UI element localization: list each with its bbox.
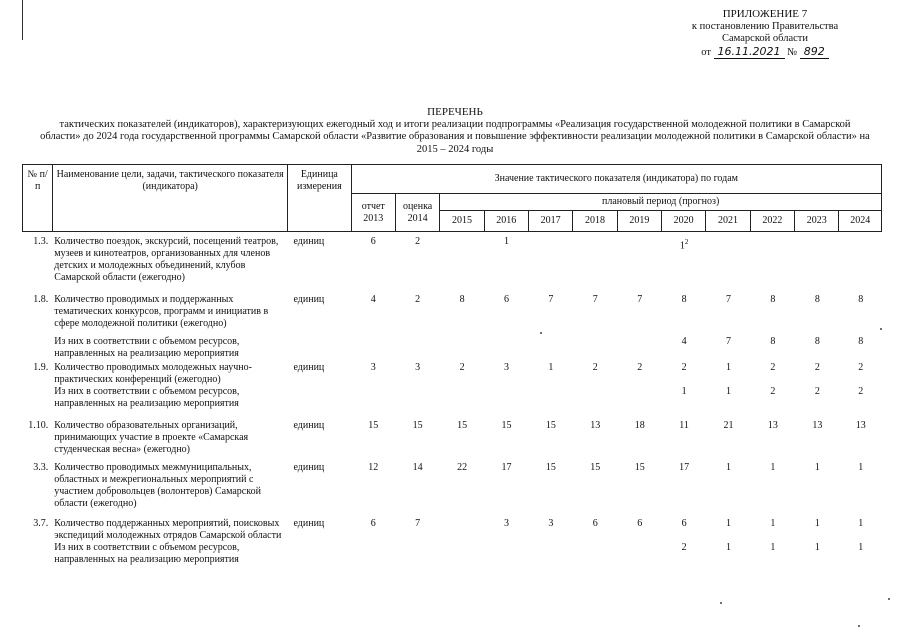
row-value: 1 (726, 362, 731, 373)
row-value: 15 (545, 420, 556, 431)
row-value: 3 (415, 362, 421, 373)
row-name: Количество проводимых и поддержанных тематических конкурсов, программ и инициатив в сфере молодежной политики (ежегодно) (54, 294, 269, 329)
row-value: 2 (415, 236, 421, 247)
row-value: 3 (503, 518, 509, 529)
table-row (22, 284, 882, 330)
row-value: 6 (503, 294, 509, 305)
row-value: 8 (858, 336, 864, 347)
row-value: 2 (770, 362, 776, 373)
row-value: 7 (548, 294, 554, 305)
row-value (484, 330, 528, 360)
row-value (529, 236, 573, 284)
row-value: 4 (370, 294, 376, 305)
row-value (395, 386, 439, 410)
row-value (706, 236, 750, 284)
row-value: 6 (370, 518, 376, 529)
row-value: 8 (770, 294, 776, 305)
row-number: 3.7. (33, 518, 49, 529)
row-unit (287, 542, 351, 566)
row-value (440, 386, 484, 410)
row-value-text: 1 (679, 240, 685, 252)
row-value: 15 (457, 420, 468, 431)
appendix-title: ПРИЛОЖЕНИЕ 7 (722, 8, 808, 20)
header-unit: Единица измерения (288, 165, 352, 232)
row-value (351, 330, 395, 360)
row-value (840, 236, 882, 284)
header-num: № п/п (23, 165, 53, 232)
appendix-block (640, 8, 890, 59)
row-value: 6 (592, 518, 598, 529)
row-unit: единиц (293, 420, 325, 431)
row-unit: единиц (293, 462, 325, 473)
row-value: 1 (726, 542, 731, 553)
row-value: 2 (858, 386, 864, 397)
header-year: 2020 (662, 211, 706, 232)
scan-speck (540, 332, 542, 334)
row-value: 14 (412, 462, 423, 473)
row-value: 1 (858, 518, 864, 529)
row-value (484, 542, 528, 566)
row-name: Из них в соответствии с объемом ресурсов, направленных на реализацию мероприятия (54, 336, 240, 359)
row-value: 8 (681, 294, 687, 305)
row-value (440, 330, 484, 360)
row-value: 1 (858, 542, 864, 553)
table-row (22, 386, 882, 410)
row-value (440, 510, 484, 542)
scan-speck (880, 328, 882, 330)
row-value: 1 (770, 518, 776, 529)
row-value: 2 (681, 542, 687, 553)
table-row (22, 236, 882, 284)
header-plan-period: плановый период (прогноз) (440, 194, 882, 211)
table-row (22, 410, 882, 456)
header-values-title: Значение тактического показателя (индикатора) по годам (351, 165, 881, 194)
table-row (22, 330, 882, 360)
row-value: 1 (770, 462, 776, 473)
row-value (617, 386, 661, 410)
table-row (22, 542, 882, 566)
row-value: 2 (814, 362, 820, 373)
header-year: 2023 (795, 211, 839, 232)
number-prefix: № (787, 47, 798, 58)
document-heading (40, 106, 870, 156)
row-value: 2 (858, 362, 864, 373)
row-number: 1.9. (33, 362, 49, 373)
header-year: 2022 (750, 211, 794, 232)
row-value: 15 (501, 420, 512, 431)
header-year: 2016 (484, 211, 528, 232)
header-estimate-label: оценка (402, 201, 433, 212)
row-value (617, 330, 661, 360)
row-value: 6 (370, 236, 376, 247)
table-row (22, 456, 882, 510)
row-value: 4 (681, 336, 687, 347)
row-value: 2 (415, 294, 421, 305)
row-value: 2 (770, 386, 776, 397)
appendix-line-1: к постановлению Правительства (691, 21, 839, 32)
row-unit: единиц (293, 362, 325, 373)
scan-speck (720, 602, 722, 604)
row-value (573, 330, 617, 360)
row-value (529, 542, 573, 566)
header-year: 2024 (839, 211, 882, 232)
row-unit (287, 386, 351, 410)
scan-speck (858, 625, 860, 627)
handwritten-number: 892 (800, 45, 829, 59)
header-report (351, 194, 395, 232)
handwritten-date: 16.11.2021 (714, 45, 785, 59)
row-name: Из них в соответствии с объемом ресурсов, направленных на реализацию мероприятия (54, 386, 240, 409)
row-value (440, 542, 484, 566)
date-prefix: от (701, 47, 711, 58)
row-value: 3 (370, 362, 376, 373)
row-unit: единиц (293, 294, 325, 305)
row-value (395, 330, 439, 360)
header-year: 2018 (573, 211, 617, 232)
row-value: 2 (814, 386, 820, 397)
header-name: Наименование цели, задачи, тактического показателя (индикатора) (53, 165, 288, 232)
row-value: 1 (548, 362, 554, 373)
row-value (617, 236, 661, 284)
row-value (529, 330, 573, 360)
row-value (573, 236, 617, 284)
row-unit (287, 330, 351, 360)
row-value: 8 (770, 336, 776, 347)
row-value: 7 (726, 294, 731, 305)
scan-speck (888, 598, 890, 600)
row-unit: единиц (293, 518, 325, 529)
header-year: 2017 (528, 211, 572, 232)
row-value: 13 (855, 420, 866, 431)
header-estimate (395, 194, 439, 232)
row-name: Количество поездок, экскурсий, посещений театров, музеев и кинотеатров, организованных для членов детских и молодежных объединений, клубов Самарской области (ежегодно) (54, 236, 279, 283)
row-number: 1.3. (33, 236, 49, 247)
row-value: 8 (814, 336, 820, 347)
footnote-mark: 2 (684, 238, 689, 246)
row-value: 8 (459, 294, 465, 305)
table-row (22, 510, 882, 542)
row-value (573, 542, 617, 566)
header-year: 2015 (440, 211, 484, 232)
header-year: 2021 (706, 211, 750, 232)
heading-subtitle: тактических показателей (индикаторов), характеризующих ежегодный ход и итоги реализации подпрограммы «Реализация государственной молодежной политики в Самарской области» до 2024 года государственной программы Самарской области «Развитие образования и повышение эффективности реализации молодежной политики в Самарской области» на 2015 – 2024 годы (40, 118, 870, 155)
row-value: 12 (368, 462, 379, 473)
row-value: 6 (681, 518, 687, 529)
row-value: 17 (679, 462, 690, 473)
row-value: 1 (726, 518, 731, 529)
header-report-year: 2013 (363, 212, 384, 224)
page-edge-line (22, 0, 23, 40)
row-value: 8 (814, 294, 820, 305)
row-value (529, 386, 573, 410)
row-value: 1 (858, 462, 864, 473)
row-value: 2 (681, 362, 687, 373)
row-value: 15 (545, 462, 556, 473)
row-value: 2 (637, 362, 643, 373)
indicator-table-body (22, 236, 882, 566)
row-value (662, 236, 706, 284)
header-estimate-year: 2014 (407, 212, 428, 224)
row-value: 1 (726, 462, 731, 473)
row-value: 1 (503, 236, 509, 247)
row-value (440, 236, 484, 284)
row-number (22, 542, 52, 566)
row-value: 15 (368, 420, 379, 431)
appendix-date-line (640, 46, 890, 59)
row-name: Количество проводимых молодежных научно-практических конференций (ежегодно) (54, 362, 252, 385)
appendix-line-2: Самарской области (722, 33, 808, 44)
row-value (484, 386, 528, 410)
row-name: Из них в соответствии с объемом ресурсов, направленных на реализацию мероприятия (54, 542, 240, 565)
row-value: 7 (592, 294, 598, 305)
row-value: 7 (637, 294, 643, 305)
indicator-table-header (22, 164, 882, 232)
row-value: 17 (501, 462, 512, 473)
row-value: 13 (590, 420, 601, 431)
row-value (351, 542, 395, 566)
row-number: 3.3. (33, 462, 49, 473)
row-value: 15 (590, 462, 601, 473)
row-value: 13 (767, 420, 778, 431)
row-value: 1 (681, 386, 687, 397)
row-value: 15 (412, 420, 423, 431)
row-value (395, 542, 439, 566)
row-number (22, 386, 52, 410)
row-value: 21 (723, 420, 734, 431)
row-unit: единиц (293, 236, 325, 247)
row-number (22, 330, 52, 360)
row-name: Количество образовательных организаций, принимающих участие в проекте «Самарская студенческая весна» (ежегодно) (54, 420, 249, 455)
row-value: 13 (812, 420, 823, 431)
row-value (573, 386, 617, 410)
row-value: 1 (814, 462, 820, 473)
row-value: 11 (679, 420, 689, 431)
row-value: 18 (634, 420, 645, 431)
row-value (617, 542, 661, 566)
row-value: 7 (726, 336, 731, 347)
row-name: Количество поддержанных мероприятий, поисковых экспедиций молодежных отрядов Самарской области (54, 518, 282, 541)
row-value: 1 (814, 518, 820, 529)
row-value (795, 236, 839, 284)
row-name: Количество проводимых межмуниципальных, областных и межрегиональных мероприятий с участием добровольцев (волонтеров) Самарской области (ежегодно) (54, 462, 261, 509)
row-number: 1.8. (33, 294, 49, 305)
row-value (751, 236, 795, 284)
row-value: 8 (858, 294, 864, 305)
row-number: 1.10. (28, 420, 49, 431)
table-row (22, 360, 882, 386)
row-value: 3 (548, 518, 554, 529)
row-value: 1 (770, 542, 776, 553)
row-value: 1 (726, 386, 731, 397)
row-value: 1 (814, 542, 820, 553)
row-value: 3 (503, 362, 509, 373)
row-value: 7 (415, 518, 421, 529)
row-value: 22 (457, 462, 468, 473)
row-value: 6 (637, 518, 643, 529)
row-value (351, 386, 395, 410)
heading-title: ПЕРЕЧЕНЬ (427, 106, 483, 118)
row-value: 2 (592, 362, 598, 373)
row-value: 2 (459, 362, 465, 373)
header-year: 2019 (617, 211, 661, 232)
header-report-label: отчет (361, 201, 385, 212)
row-value: 15 (634, 462, 645, 473)
